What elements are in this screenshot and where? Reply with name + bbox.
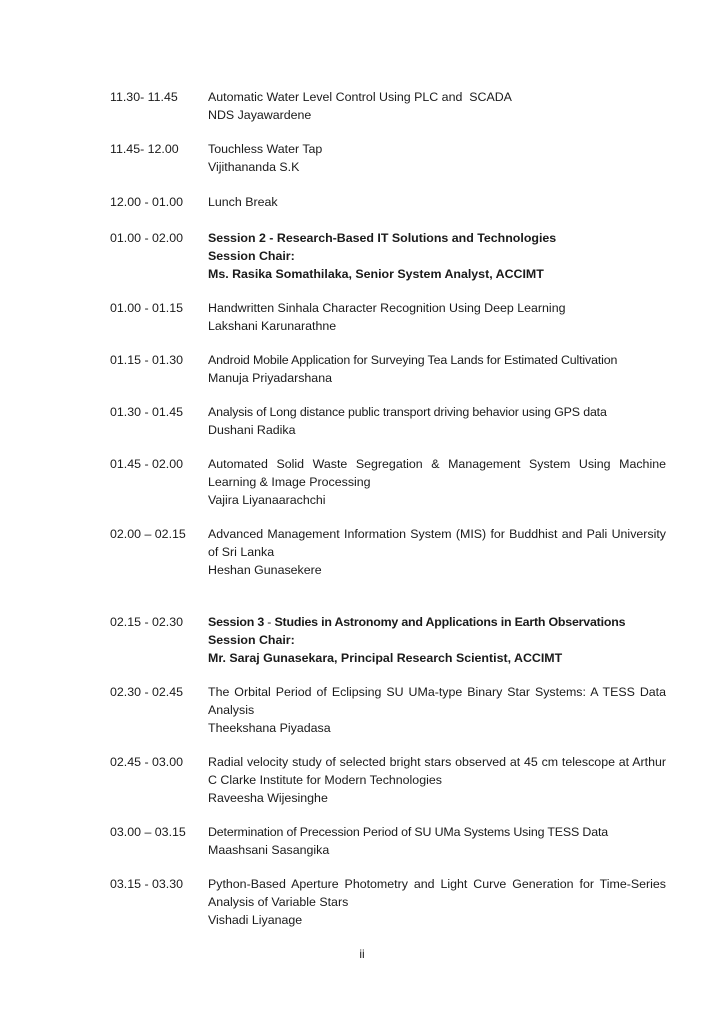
time-slot: 03.15 - 03.30 [110, 877, 184, 891]
session-header [110, 613, 666, 667]
time-slot: 01.15 - 01.30 [110, 353, 184, 367]
session-chair-label: Session Chair: [208, 633, 295, 647]
talk-title: Analysis of Long distance public transport driving behavior using GPS data [208, 405, 607, 419]
time-slot: 01.45 - 02.00 [110, 457, 184, 471]
schedule-item-break [110, 193, 666, 211]
talk-title: Touchless Water Tap [208, 142, 323, 156]
talk-title: Android Mobile Application for Surveying Tea Lands for Estimated Cultivation [208, 353, 618, 367]
talk-author: Raveesha Wijesinghe [208, 791, 328, 805]
session-chair-label: Session Chair: [208, 249, 295, 263]
talk-title: Automatic Water Level Control Using PLC and SCADA [208, 90, 512, 104]
time-slot: 12.00 - 01.00 [110, 195, 184, 209]
talk-author: Vijithananda S.K [208, 160, 300, 174]
time-slot: 11.30- 11.45 [110, 90, 178, 104]
talk-author: Theekshana Piyadasa [208, 721, 331, 735]
time-slot: 02.00 – 02.15 [110, 527, 186, 541]
time-slot: 01.00 - 01.15 [110, 301, 184, 315]
schedule-item [110, 140, 666, 176]
talk-title: Determination of Precession Period of SU UMa Systems Using TESS Data [208, 825, 609, 839]
schedule-item [110, 875, 666, 929]
time-slot: 11.45- 12.00 [110, 142, 179, 156]
talk-author: Vajira Liyanaarachchi [208, 493, 326, 507]
talk-title: Python-Based Aperture Photometry and Light Curve Generation for Time-Series Analysis of Variable Stars [208, 877, 666, 909]
talk-title: Automated Solid Waste Segregation & Management System Using Machine Learning & Image Processing [208, 457, 666, 489]
schedule-item [110, 299, 666, 335]
session-name: Studies in Astronomy and Applications in Earth Observations [274, 615, 626, 629]
session-chair: Ms. Rasika Somathilaka, Senior System Analyst, ACCIMT [208, 267, 544, 281]
page-number: ii [359, 947, 365, 961]
talk-author: Lakshani Karunarathne [208, 319, 337, 333]
break-label: Lunch Break [208, 195, 278, 209]
session-title [208, 229, 666, 247]
schedule-item [110, 455, 666, 509]
session-separator: - [265, 231, 277, 245]
talk-author: Maashsani Sasangika [208, 843, 330, 857]
session-label: Session 2 [208, 231, 266, 245]
session-label: Session 3 [208, 615, 265, 629]
schedule-item [110, 753, 666, 807]
talk-title: Advanced Management Information System (MIS) for Buddhist and Pali University of Sri Lanka [208, 527, 666, 559]
talk-author: Vishadi Liyanage [208, 913, 303, 927]
schedule-item [110, 823, 666, 859]
talk-title: The Orbital Period of Eclipsing SU UMa-type Binary Star Systems: A TESS Data Analysis [208, 685, 666, 717]
session-name: Research-Based IT Solutions and Technologies [276, 231, 557, 245]
talk-title: Radial velocity study of selected bright stars observed at 45 cm telescope at Arthur C Clarke Institute for Modern Technologies [208, 755, 666, 787]
session-separator: - [264, 615, 275, 629]
talk-author: Heshan Gunasekere [208, 563, 322, 577]
session-chair: Mr. Saraj Gunasekara, Principal Research Scientist, ACCIMT [208, 651, 563, 665]
schedule-item [110, 403, 666, 439]
schedule-item [110, 351, 666, 387]
talk-title: Handwritten Sinhala Character Recognition Using Deep Learning [208, 301, 566, 315]
schedule-item [110, 525, 666, 579]
session-header [110, 229, 666, 283]
time-slot: 03.00 – 03.15 [110, 825, 186, 839]
session-title [208, 613, 666, 631]
time-slot: 02.30 - 02.45 [110, 685, 184, 699]
time-slot: 02.15 - 02.30 [110, 615, 184, 629]
schedule-item [110, 88, 666, 124]
talk-author: Manuja Priyadarshana [208, 371, 332, 385]
time-slot: 01.30 - 01.45 [110, 405, 184, 419]
time-slot: 02.45 - 03.00 [110, 755, 184, 769]
time-slot: 01.00 - 02.00 [110, 231, 184, 245]
schedule-item [110, 683, 666, 737]
talk-author: Dushani Radika [208, 423, 296, 437]
talk-author: NDS Jayawardene [208, 108, 312, 122]
